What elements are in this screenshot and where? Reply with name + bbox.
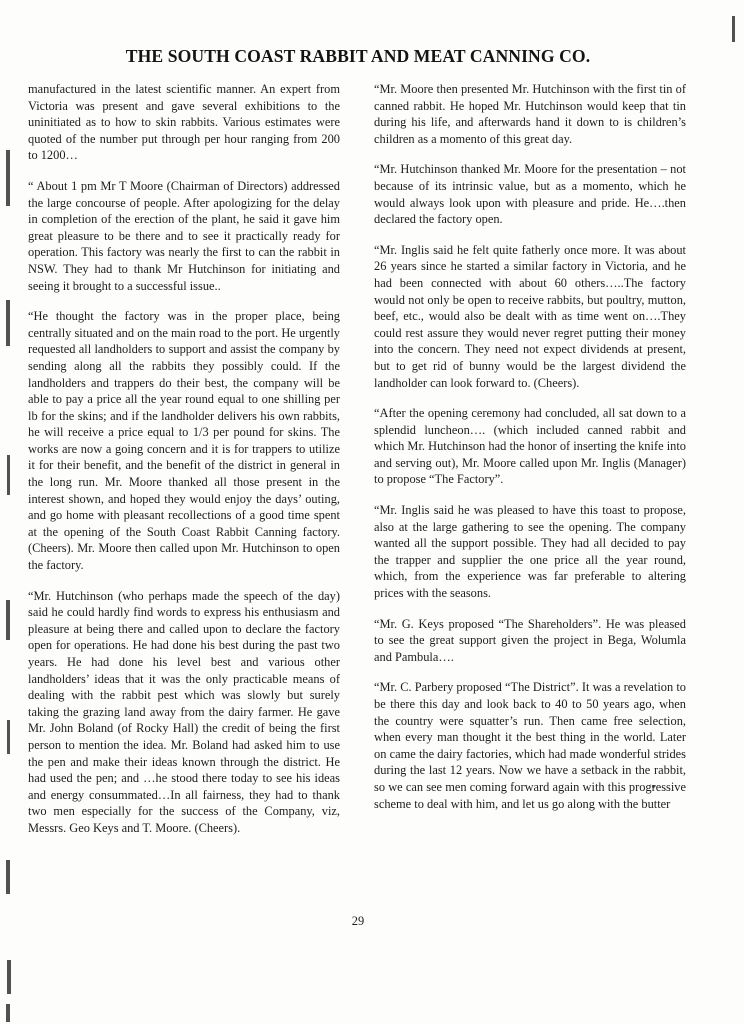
paragraph: “After the opening ceremony had concluded, all sat down to a splendid luncheon…. (which included canned rabbit and which Mr. Hutchinson had the honor of inserting the knife into and serving out), Mr. Moore called upon Mr. Inglis (Manager) to propose “The Factory”. <box>374 406 686 487</box>
left-column <box>28 81 340 837</box>
paragraph: manufactured in the latest scientific manner. An expert from Victoria was present and gave several exhibitions to the uninitiated as to how to skin rabbits. Various estimates were quoted of the number put through per hour ranging from 200 to 1200… <box>28 82 340 163</box>
scan-edge-mark <box>7 720 10 754</box>
paragraph: “ About 1 pm Mr T Moore (Chairman of Directors) addressed the large concourse of people. After apologizing for the delay in completion of the erection of the plant, he said it gave him great pleasure to be there and to see it practically ready for operation. This factory was nearly the first to can the rabbit in NSW. They had to thank Mr Hutchinson for initiating and seeing it brought to a successful issue.. <box>28 178 340 293</box>
scan-edge-mark <box>6 1004 10 1022</box>
scan-edge-mark <box>6 150 10 206</box>
scan-edge-mark <box>7 960 11 994</box>
paragraph: “Mr. Moore then presented Mr. Hutchinson with the first tin of canned rabbit. He hoped Mr. Hutchinson would keep that tin during his life, and afterwards hand it down to is children’s children as a momento of this great day. <box>374 82 686 146</box>
page-title: THE SOUTH COAST RABBIT AND MEAT CANNING CO. <box>125 46 591 66</box>
scan-edge-mark <box>7 455 10 495</box>
paragraph: “Mr. G. Keys proposed “The Shareholders”. He was pleased to see the great support given the project in Bega, Wolumla and Pambula…. <box>374 616 686 664</box>
paragraph: “Mr. Inglis said he felt quite fatherly once more. It was about 26 years since he started a similar factory in Victoria, and he had been connected with about 60 others…..The factory would not only be open to receive rabbits, but poultry, mutton, beef, etc., would also be dealt with as time went on….They could rest assure they would never regret putting their money into the concern. They need not expect dividends at present, but to get rid of bunny would be the largest dividend the landholder can look forward to. (Cheers). <box>374 242 686 390</box>
paragraph: “Mr. Hutchinson thanked Mr. Moore for the presentation – not because of its intrinsic value, but as a momento, which he would always look upon with pleasure and pride. He….then declared the factory open. <box>374 162 686 227</box>
scan-edge-mark <box>6 300 10 346</box>
paragraph: “He thought the factory was in the proper place, being centrally situated and on the main road to the port. He urgently requested all landholders to support and assist the company by sending along all the rabbits they possibly could. If the landholders and trappers do their best, the company will be able to pay a price all the year round equal to one shilling per lb for the skins; and if the landholder delivers his own rabbits, he will receive a price equal to 1/3 per pound for skins. The works are now a going concern and it is for trappers to utilize it for their benefit, and the benefit of the district in general in the long run. Mr. Moore thanked all those present in the interest shown, and hoped they would enjoy the days’ outing, and go home with pleasant recollections of a good time spent at the opening of the South Coast Rabbit Canning factory. (Cheers). Mr. Moore then called upon Mr. Hutchinson to open the factory. <box>28 309 340 573</box>
paragraph: “Mr. C. Parbery proposed “The District”. It was a revelation to be there this day and look back to 40 to 50 years ago, when the country were squatter’s run. Then came free selection, when every man thought it the best thing in the world. Later on came the dairy factories, which had made wonderful strides during the last 12 years. Now we have a setback in the rabbit, so we can see men coming forward again with this progressive scheme to deal with him, and let us go along with the butter <box>374 680 686 811</box>
article-sheet <box>28 30 688 935</box>
paragraph: “Mr. Hutchinson (who perhaps made the speech of the day) said he could hardly find words to express his enthusiasm and pleasure at being there and called upon to declare the factory open for operations. He had done his best during the past two years. He had done his level best and various other landholders’ ideas that it was the only practicable means of dealing with the rabbit pest which was slowly but surely taking the grazing land away from the dairy farmer. He gave Mr. John Boland (of Rocky Hall) the credit of being the first person to mention the idea. Mr. Boland had asked him to use the pen and make their ideas known through the district. He had used the pen; and …he stood there today to see his ideas and energy consummated…In all fairness, they had to thank two men especially for the success of the Company, viz, Messrs. Geo Keys and T. Moore. (Cheers). <box>28 588 340 835</box>
paragraph: “Mr. Inglis said he was pleased to have this toast to propose, also at the large gathering to see the opening. The company wanted all the support possible. They had all decided to pay the trapper and supplier the one price all the year round, which, from the experience was far preferable to altering prices with the seasons. <box>374 503 686 601</box>
right-column <box>374 81 686 812</box>
scan-edge-mark <box>732 16 735 42</box>
scan-edge-mark <box>6 600 10 640</box>
scan-edge-mark <box>6 860 10 894</box>
page-number: 29 <box>351 914 365 928</box>
two-column-body <box>28 81 688 837</box>
